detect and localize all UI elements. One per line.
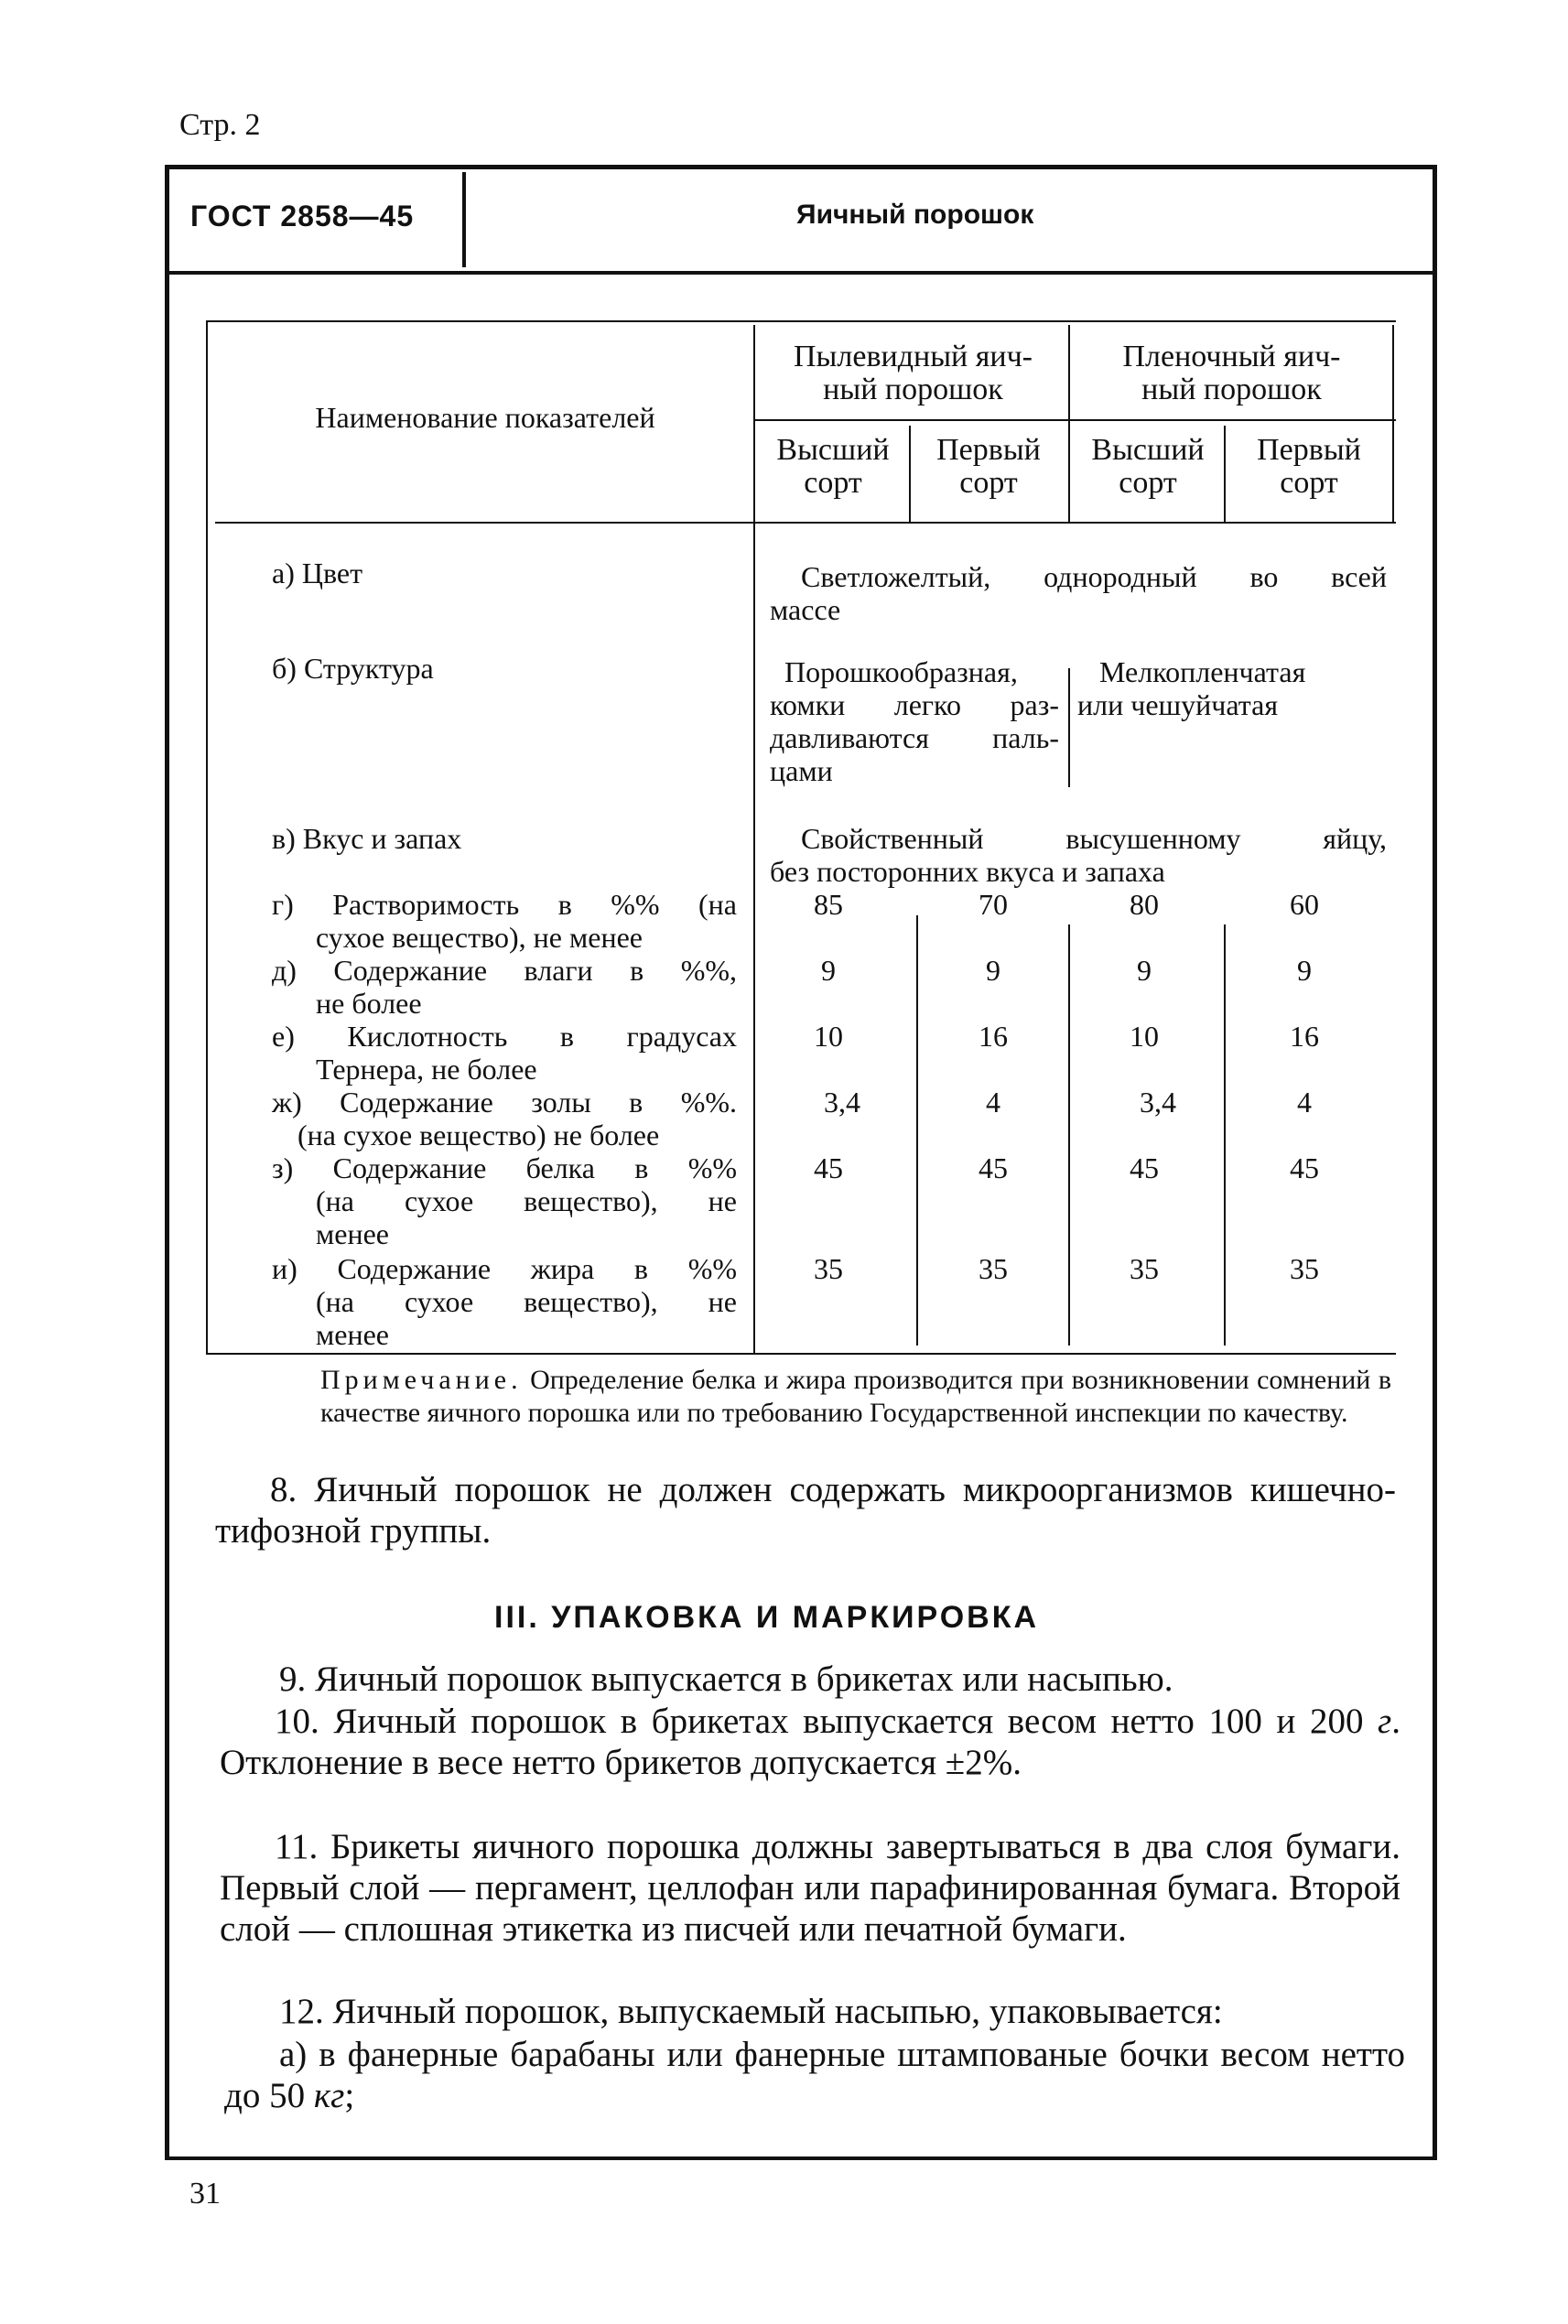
row-protein-label-2: (на сухое вещество), не	[316, 1184, 737, 1217]
paragraph-12-text: 12. Яичный порошок, выпускаемый насыпью, упаковывается:	[279, 1992, 1223, 2031]
acidity-v2: 16	[979, 1020, 1008, 1053]
grade-4-line1: Первый	[1257, 433, 1361, 467]
row-structure-label: б) Структура	[272, 652, 434, 685]
acidity-v3: 10	[1130, 1020, 1159, 1053]
taste-desc-1: Свойственный высушенному яйцу,	[801, 822, 1387, 855]
page-label: Стр. 2	[179, 108, 261, 142]
row-moisture-label-2: не более	[316, 987, 422, 1020]
paragraph-9-text: 9. Яичный порошок выпускается в брикетах или насыпью.	[279, 1659, 1173, 1699]
row-protein-label-1: з) Содержание белка в %%	[272, 1151, 737, 1184]
header-bottom-rule	[215, 522, 1396, 524]
value-rule-3	[1224, 924, 1226, 1346]
grade-3-line1: Высший	[1091, 433, 1205, 467]
taste-desc-2: без посторонних вкуса и запаха	[770, 855, 1165, 888]
section-title: III. УПАКОВКА И МАРКИРОВКА	[494, 1600, 1040, 1635]
ash-v2: 4	[986, 1086, 1000, 1119]
note-text: Определение белка и жира производится при возникновении сомнений в качестве яичного порошка или по требованию Государственной инспекции по качеству.	[320, 1365, 1391, 1428]
note-label: Примечание.	[320, 1365, 523, 1395]
fat-v1: 35	[814, 1252, 843, 1285]
group-rule	[755, 419, 1396, 421]
grade-3-line2: сорт	[1119, 466, 1177, 500]
acidity-v4: 16	[1290, 1020, 1319, 1053]
moisture-v4: 9	[1297, 954, 1312, 987]
table-top-rule	[206, 320, 1396, 322]
solubility-v1: 85	[814, 888, 843, 921]
value-rule-2	[1068, 924, 1070, 1346]
row-solubility-label-1: г) Растворимость в %% (на	[272, 888, 737, 921]
grade-2-line2: сорт	[959, 466, 1018, 500]
document-title: Яичный порошок	[796, 200, 1034, 230]
row-fat-label-1: и) Содержание жира в %%	[272, 1252, 737, 1285]
solubility-v4: 60	[1290, 888, 1319, 921]
grade-1-line1: Высший	[776, 433, 890, 467]
indicator-col-rule	[753, 325, 755, 1353]
moisture-v2: 9	[986, 954, 1000, 987]
fat-v4: 35	[1290, 1252, 1319, 1285]
paragraph-12a-text-b: ;	[344, 2076, 355, 2115]
row-taste-label: в) Вкус и запах	[272, 822, 462, 855]
ash-v4: 4	[1297, 1086, 1312, 1119]
paragraph-12a-text-a: а) в фанерные барабаны или фанерные штампованые бочки весом нетто до 50	[224, 2035, 1405, 2115]
table-right-rule	[1392, 325, 1394, 522]
paragraph-10-text-b: . Отклонение в весе нетто брикетов допускается ±2%.	[220, 1702, 1400, 1782]
row-color-label: а) Цвет	[272, 557, 363, 589]
solubility-v3: 80	[1130, 888, 1159, 921]
value-rule-1	[916, 915, 918, 1346]
solubility-v2: 70	[979, 888, 1008, 921]
paragraph-12a-unit: кг	[313, 2076, 345, 2115]
paragraph-10	[220, 1701, 1400, 1783]
protein-v3: 45	[1130, 1151, 1159, 1184]
color-desc-2: массе	[770, 593, 841, 626]
group1-line2: ный порошок	[823, 373, 1003, 406]
structure-film-2: или чешуйчатая	[1077, 688, 1279, 721]
protein-v4: 45	[1290, 1151, 1319, 1184]
structure-powder-1: Порошкообразная,	[784, 655, 1018, 688]
structure-film-1: Мелкопленчатая	[1099, 655, 1306, 688]
row-acidity-label-2: Тернера, не более	[316, 1053, 537, 1086]
grade-1-line2: сорт	[804, 466, 862, 500]
table-left-rule	[206, 320, 208, 1353]
paragraph-12a	[224, 2034, 1405, 2116]
group-col-rule	[1068, 325, 1070, 522]
paragraph-10-text-a: 10. Яичный порошок в брикетах выпускается весом нетто 100 и 200	[275, 1702, 1379, 1741]
moisture-v3: 9	[1137, 954, 1152, 987]
acidity-v1: 10	[814, 1020, 843, 1053]
row-fat-label-2: (на сухое вещество), не	[316, 1285, 737, 1318]
protein-v2: 45	[979, 1151, 1008, 1184]
paragraph-8-text: 8. Яичный порошок не должен содержать микроорганизмов кишечно-тифозной группы.	[215, 1470, 1396, 1551]
row-solubility-label-2: сухое вещество), не менее	[316, 921, 643, 954]
color-desc-1: Светложелтый, однородный во всей	[801, 560, 1387, 593]
table-bottom-rule	[206, 1353, 1396, 1355]
paragraph-9	[224, 1659, 1405, 1700]
row-ash-label-2: (на сухое вещество) не более	[297, 1119, 660, 1151]
fat-v2: 35	[979, 1252, 1008, 1285]
group1-line1: Пылевидный яич-	[794, 340, 1033, 373]
row-acidity-label-1: е) Кислотность в градусах	[272, 1020, 737, 1053]
structure-powder-3: давливаются паль-	[770, 721, 1059, 754]
structure-powder-2: комки легко раз-	[770, 688, 1059, 721]
ash-v1: 3,4	[824, 1086, 860, 1119]
group2-line2: ный порошок	[1141, 373, 1322, 406]
row-protein-label-3: менее	[316, 1217, 389, 1250]
page-number: 31	[189, 2177, 221, 2211]
table-note	[320, 1364, 1391, 1430]
quality-table	[206, 320, 1396, 1355]
col-indicator: Наименование показателей	[315, 401, 655, 434]
paragraph-11	[220, 1826, 1400, 1950]
paragraph-8	[215, 1469, 1396, 1551]
gost-code: ГОСТ 2858—45	[190, 200, 415, 232]
grade-2-line1: Первый	[936, 433, 1041, 467]
paragraph-11-text: 11. Брикеты яичного порошка должны завертываться в два слоя бумаги. Первый слой — пергамент, целлофан или парафинированная бумага. Второй слой — сплошная этикетка из писчей или печатной бумаги.	[220, 1827, 1400, 1949]
group2-line1: Пленочный яич-	[1122, 340, 1341, 373]
row-ash-label-1: ж) Содержание золы в %%.	[272, 1086, 737, 1119]
moisture-v1: 9	[821, 954, 836, 987]
header-divider	[462, 172, 466, 267]
ash-v3: 3,4	[1140, 1086, 1176, 1119]
grade-4-line2: сорт	[1280, 466, 1338, 500]
row-fat-label-3: менее	[316, 1318, 389, 1351]
fat-v3: 35	[1130, 1252, 1159, 1285]
header-rule	[165, 271, 1437, 275]
row-moisture-label-1: д) Содержание влаги в %%,	[272, 954, 737, 987]
paragraph-10-unit: г	[1378, 1702, 1392, 1741]
paragraph-12	[224, 1991, 1405, 2032]
protein-v1: 45	[814, 1151, 843, 1184]
structure-powder-4: цами	[770, 754, 833, 787]
structure-split-rule	[1068, 668, 1070, 787]
